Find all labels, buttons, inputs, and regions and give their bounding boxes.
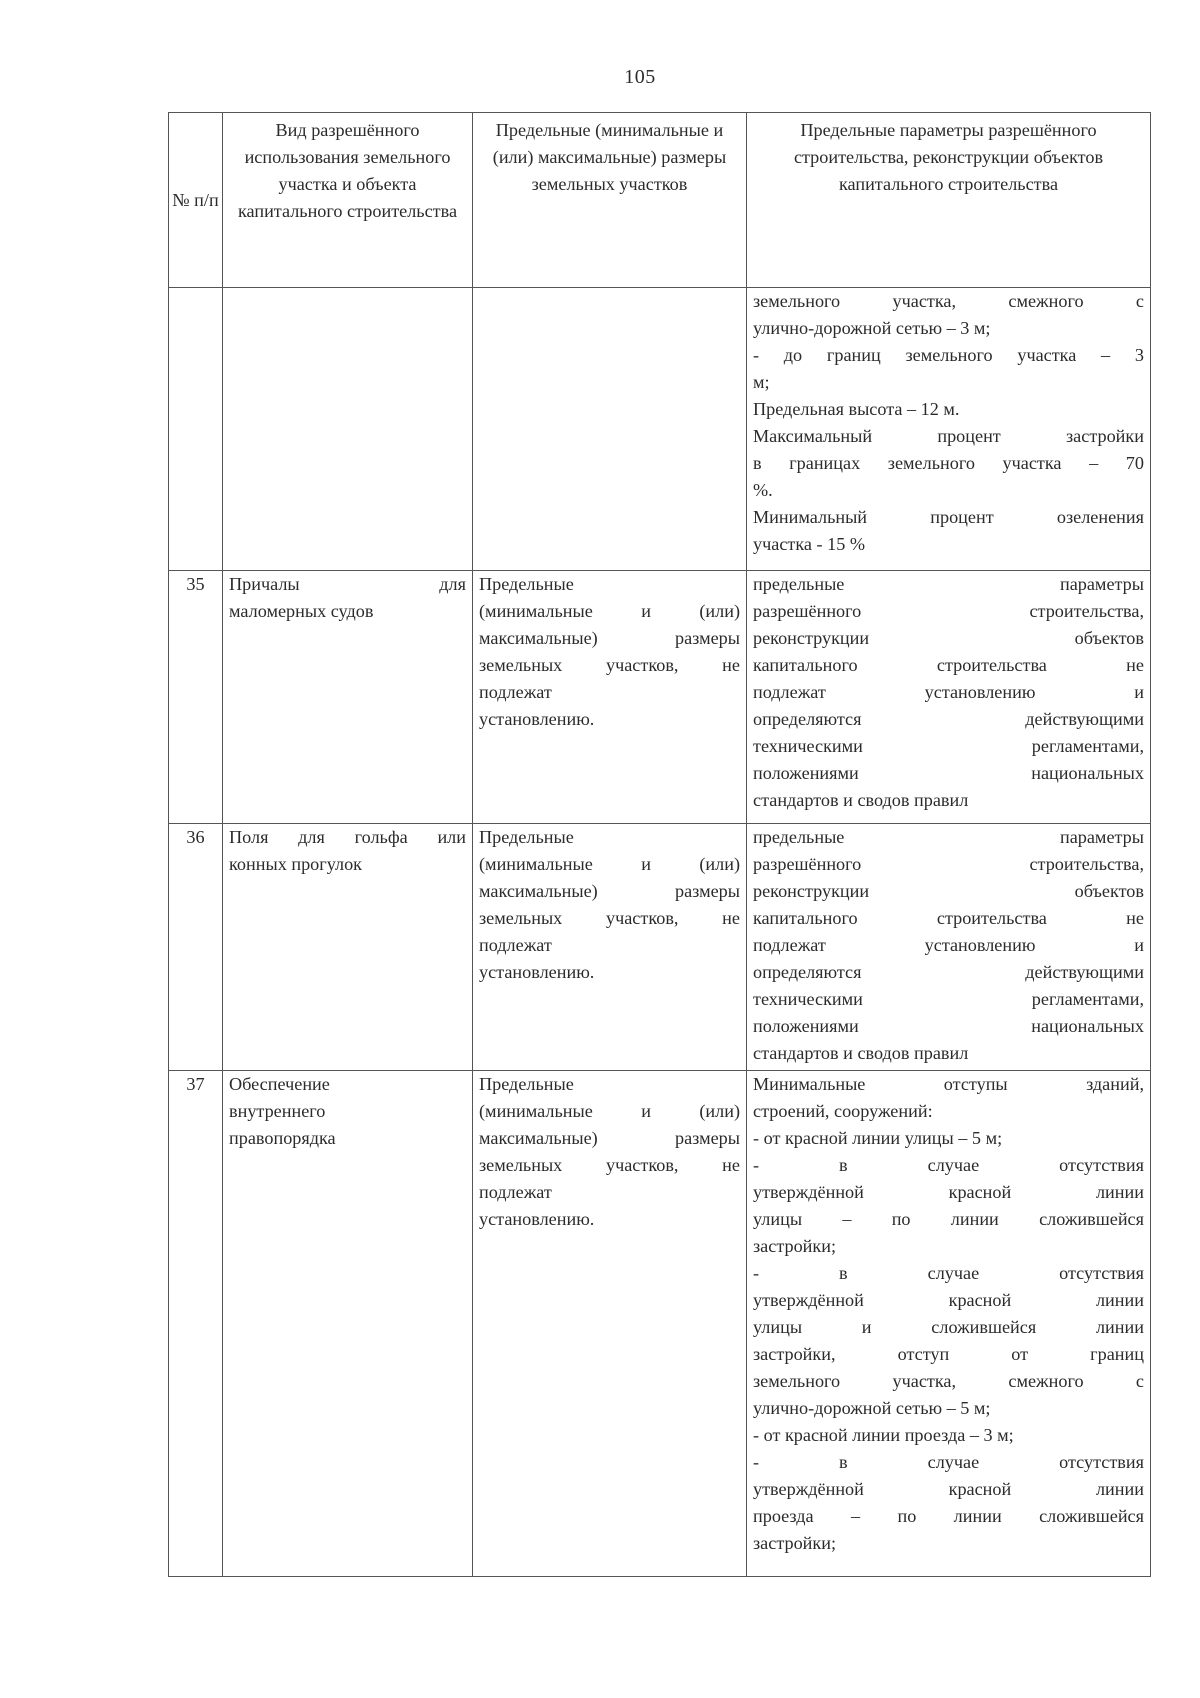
text-line: капитального строительства не — [753, 655, 1144, 675]
cell-permitted-use — [223, 824, 473, 1071]
text-line: конных прогулок — [229, 854, 363, 874]
text-line: Минимальный процент озеленения — [753, 507, 1144, 527]
text-line: утверждённой красной линии — [753, 1290, 1144, 1310]
text-line: утверждённой красной линии — [753, 1479, 1144, 1499]
text-line: проезда – по линии сложившейся — [753, 1506, 1144, 1526]
text-line: правопорядка — [229, 1128, 336, 1148]
header-construction-params: Предельные параметры разрешённого строительства, реконструкции объектов капитального строительства — [747, 113, 1151, 288]
header-plot-size: Предельные (минимальные и (или) максимальные) размеры земельных участков — [473, 113, 747, 288]
text-line: в границах земельного участка – 70 — [753, 453, 1144, 473]
text-line: разрешённого строительства, — [753, 601, 1144, 621]
table-row — [169, 824, 1151, 1071]
text-line: Причалы для — [229, 574, 466, 594]
text-line: техническими регламентами, — [753, 736, 1144, 756]
text-line: капитального строительства не — [753, 908, 1144, 928]
text-line: (минимальные и (или) — [479, 1101, 740, 1121]
text-line: Предельные — [479, 574, 574, 594]
table-header-row — [169, 113, 1151, 288]
cell-permitted-use — [223, 571, 473, 824]
text-line: стандартов и сводов правил — [753, 790, 969, 810]
text-line: - в случае отсутствия — [753, 1263, 1144, 1283]
text-line: стандартов и сводов правил — [753, 1043, 969, 1063]
text-line: - в случае отсутствия — [753, 1155, 1144, 1175]
text-line: улично-дорожной сетью – 3 м; — [753, 318, 991, 338]
text-line: положениями национальных — [753, 763, 1144, 783]
text-line: реконструкции объектов — [753, 881, 1144, 901]
text-line: утверждённой красной линии — [753, 1182, 1144, 1202]
text-line: установлению. — [479, 709, 595, 729]
text-line: подлежат — [479, 1182, 552, 1202]
text-line: (минимальные и (или) — [479, 601, 740, 621]
text-line: определяются действующими — [753, 962, 1144, 982]
text-line: улицы – по линии сложившейся — [753, 1209, 1144, 1229]
table-row — [169, 1071, 1151, 1577]
cell-permitted-use — [223, 288, 473, 571]
text-line: Максимальный процент застройки — [753, 426, 1144, 446]
cell-construction-params — [747, 824, 1151, 1071]
text-line: (минимальные и (или) — [479, 854, 740, 874]
text-line: застройки, отступ от границ — [753, 1344, 1144, 1364]
text-line: земельных участков, не — [479, 655, 740, 675]
text-line: строений, сооружений: — [753, 1101, 933, 1121]
text-line: максимальные) размеры — [479, 1128, 740, 1148]
text-line: установлению. — [479, 1209, 595, 1229]
table-row — [169, 571, 1151, 824]
text-line: %. — [753, 480, 773, 500]
cell-plot-size — [473, 1071, 747, 1577]
text-line: застройки; — [753, 1533, 837, 1553]
page-number: 105 — [624, 66, 656, 88]
cell-permitted-use — [223, 1071, 473, 1577]
text-line: Поля для гольфа или — [229, 827, 466, 847]
text-line: предельные параметры — [753, 827, 1144, 847]
header-number: № п/п — [169, 113, 223, 288]
regulations-table — [168, 112, 1151, 1577]
text-line: м; — [753, 372, 770, 392]
cell-plot-size — [473, 824, 747, 1071]
text-line: подлежат установлению и — [753, 935, 1144, 955]
text-line: положениями национальных — [753, 1016, 1144, 1036]
text-line: - от красной линии проезда – 3 м; — [753, 1425, 1014, 1445]
text-line: - от красной линии улицы – 5 м; — [753, 1128, 1003, 1148]
cell-construction-params — [747, 288, 1151, 571]
text-line: определяются действующими — [753, 709, 1144, 729]
text-line: Предельная высота – 12 м. — [753, 399, 960, 419]
text-line: земельных участков, не — [479, 908, 740, 928]
text-line: - в случае отсутствия — [753, 1452, 1144, 1472]
table-row-continuation — [169, 288, 1151, 571]
text-line: Предельные — [479, 1074, 574, 1094]
text-line: реконструкции объектов — [753, 628, 1144, 648]
text-line: разрешённого строительства, — [753, 854, 1144, 874]
text-line: маломерных судов — [229, 601, 374, 621]
cell-plot-size — [473, 288, 747, 571]
text-line: Минимальные отступы зданий, — [753, 1074, 1144, 1094]
cell-number: 36 — [169, 824, 223, 1071]
text-line: подлежат установлению и — [753, 682, 1144, 702]
text-line: участка - 15 % — [753, 534, 866, 554]
cell-construction-params — [747, 1071, 1151, 1577]
text-line: земельного участка, смежного с — [753, 1371, 1144, 1391]
text-line: Обеспечение — [229, 1074, 330, 1094]
cell-construction-params — [747, 571, 1151, 824]
cell-number: 35 — [169, 571, 223, 824]
text-line: предельные параметры — [753, 574, 1144, 594]
cell-plot-size — [473, 571, 747, 824]
text-line: Предельные — [479, 827, 574, 847]
text-line: максимальные) размеры — [479, 881, 740, 901]
text-line: установлению. — [479, 962, 595, 982]
text-line: техническими регламентами, — [753, 989, 1144, 1009]
text-line: максимальные) размеры — [479, 628, 740, 648]
text-line: подлежат — [479, 935, 552, 955]
text-line: - до границ земельного участка – 3 — [753, 345, 1144, 365]
text-line: улицы и сложившейся линии — [753, 1317, 1144, 1337]
text-line: земельных участков, не — [479, 1155, 740, 1175]
header-permitted-use: Вид разрешённого использования земельного участка и объекта капитального строительства — [223, 113, 473, 288]
cell-number: 37 — [169, 1071, 223, 1577]
text-line: земельного участка, смежного с — [753, 291, 1144, 311]
text-line: внутреннего — [229, 1101, 326, 1121]
text-line: застройки; — [753, 1236, 837, 1256]
text-line: улично-дорожной сетью – 5 м; — [753, 1398, 991, 1418]
text-line: подлежат — [479, 682, 552, 702]
cell-number — [169, 288, 223, 571]
